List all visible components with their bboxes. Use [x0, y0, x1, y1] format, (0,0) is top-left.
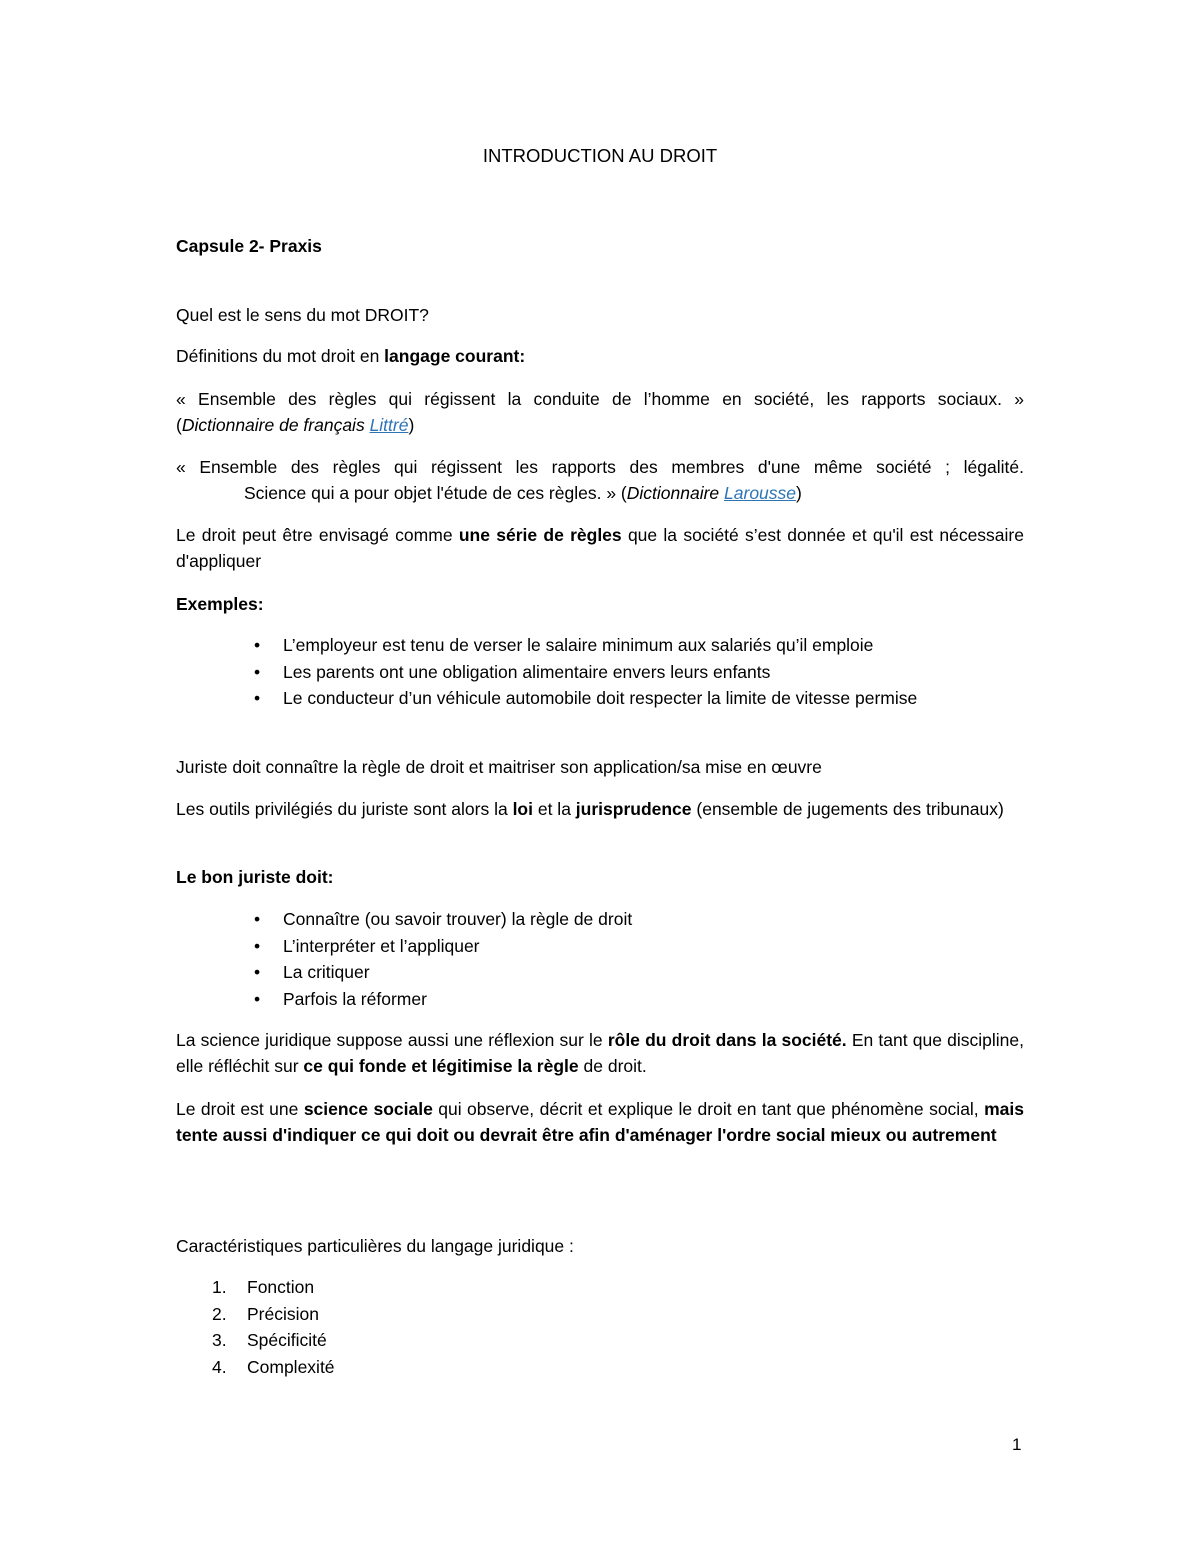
text-bold-role: rôle du droit dans la société.: [607, 1030, 847, 1050]
list-item: • Les parents ont une obligation alimentaire envers leurs enfants: [176, 659, 1024, 686]
item-number: 1.: [212, 1277, 227, 1297]
definitions-heading: [176, 343, 1024, 369]
item-label: Spécificité: [247, 1330, 327, 1350]
list-item: • Connaître (ou savoir trouver) la règle de droit: [176, 906, 1024, 933]
source-italic: Dictionnaire de français: [181, 415, 370, 435]
document-title: INTRODUCTION AU DROIT: [482, 145, 718, 166]
text-post: (ensemble de jugements des tribunaux): [691, 799, 1004, 819]
close-paren: ): [796, 483, 802, 503]
item-number: 3.: [212, 1330, 227, 1350]
text-post: que la société s’est donnée et qu'il est nécessaire d'appliquer: [176, 525, 1024, 571]
definition-larousse-quote: « Ensemble des règles qui régissent les rapports des membres d'une même société ; légalité.: [176, 457, 1024, 477]
list-item: • La critiquer: [176, 959, 1024, 986]
definitions-heading-prefix: Définitions du mot droit en: [176, 346, 385, 366]
definitions-heading-bold: langage courant:: [384, 346, 526, 366]
list-item: [176, 1301, 1024, 1328]
list-item: [176, 1354, 1024, 1381]
definition-littre: [176, 386, 1024, 438]
bon-juriste-list: [176, 906, 1024, 1012]
examples-heading-label: Exemples:: [176, 594, 264, 614]
examples-list: [176, 632, 1024, 712]
definition-larousse-source: [176, 480, 1024, 506]
text-bold-mais-tente: mais tente aussi d'indiquer ce qui doit ou devrait être afin d'aménager l'ordre social mieux ou autrement: [176, 1099, 1025, 1145]
text-pre: Le droit est une: [176, 1099, 304, 1119]
text-pre: Le droit peut être envisagé comme: [176, 525, 459, 545]
juriste-line: Juriste doit connaître la règle de droit et maitriser son application/sa mise en œuvre: [176, 757, 822, 777]
item-label: Complexité: [247, 1356, 335, 1377]
item-label: Précision: [247, 1303, 319, 1324]
capsule-heading: [176, 233, 1024, 259]
definition-littre-source: [176, 412, 1024, 438]
text-pre: La science juridique suppose aussi une réflexion sur le: [176, 1030, 608, 1050]
list-item: [176, 1274, 1024, 1301]
definition-littre-quote: « Ensemble des règles qui régissent la conduite de l’homme en société, les rapports sociaux. »: [176, 389, 1024, 409]
text-mid: En tant que discipline, elle réfléchit sur: [176, 1030, 1024, 1076]
list-item: • Parfois la réformer: [176, 986, 1024, 1013]
text-mid: qui observe, décrit et explique le droit en tant que phénomène social,: [432, 1099, 985, 1119]
text-jurisprudence: jurisprudence: [575, 799, 692, 819]
examples-heading: [176, 591, 1024, 617]
paragraph-science-sociale: [176, 1096, 1024, 1148]
question-line: Quel est le sens du mot DROIT?: [176, 305, 429, 325]
list-item: • L’interpréter et l’appliquer: [176, 933, 1024, 960]
capsule-label: Capsule 2- Praxis: [176, 236, 322, 256]
definition-larousse: [176, 454, 1024, 506]
text-loi: loi: [512, 799, 533, 819]
list-item: • Le conducteur d’un véhicule automobile doit respecter la limite de vitesse permise: [176, 685, 1024, 712]
open-paren: (: [176, 415, 182, 435]
list-item: • L’employeur est tenu de verser le salaire minimum aux salariés qu’il emploie: [176, 632, 1024, 659]
text-post: de droit.: [578, 1056, 647, 1076]
item-number: 4.: [212, 1356, 227, 1377]
caracteristiques-heading: Caractéristiques particulières du langage juridique :: [176, 1236, 574, 1256]
caracteristiques-list: [176, 1274, 1024, 1380]
text-bold-fonde: ce qui fonde et légitimise la règle: [303, 1056, 579, 1076]
text-bold-science-sociale: science sociale: [303, 1099, 433, 1119]
bon-juriste-heading: [176, 864, 1024, 890]
text-pre: Les outils privilégiés du juriste sont alors la: [176, 799, 513, 819]
list-item: [176, 1327, 1024, 1354]
paragraph-science-juridique: [176, 1027, 1024, 1079]
littre-link[interactable]: Littré: [369, 415, 409, 435]
text-mid: et la: [532, 799, 576, 819]
close-paren: ): [408, 415, 415, 435]
larousse-science-text: Science qui a pour objet l'étude de ces règles. » (: [244, 483, 627, 503]
larousse-link[interactable]: Larousse: [724, 483, 797, 503]
paragraph-serie-regles: [176, 522, 1024, 574]
bon-juriste-heading-label: Le bon juriste doit:: [176, 867, 334, 887]
item-label: Fonction: [247, 1277, 315, 1297]
text-bold: une série de règles: [458, 525, 622, 545]
paragraph-outils: [176, 796, 1024, 822]
source-italic: Dictionnaire: [626, 483, 725, 503]
item-number: 2.: [212, 1303, 227, 1324]
page-number: 1: [1012, 1435, 1022, 1454]
